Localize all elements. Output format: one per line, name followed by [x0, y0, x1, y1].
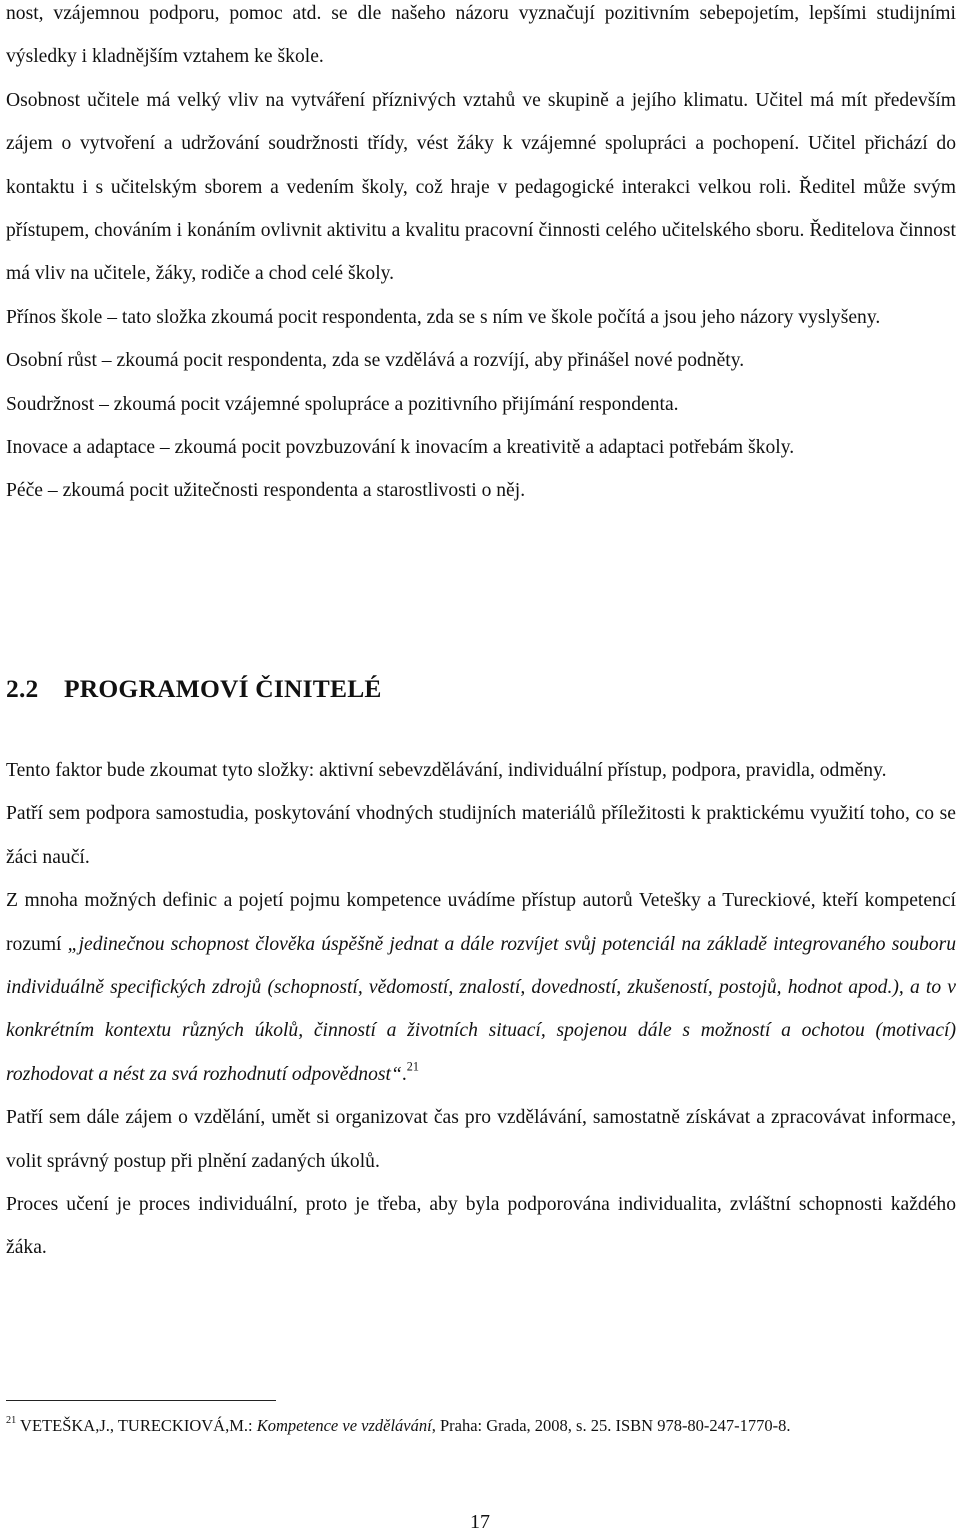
quote-tail: . [401, 1063, 407, 1085]
paragraph: Inovace a adaptace – zkoumá pocit povzbuzování k inovacím a kreativitě a adaptaci potřebám školy. [6, 437, 795, 459]
paragraph: Osobní růst – zkoumá pocit respondenta, zda se vzdělává a rozvíjí, aby přinášel nové podněty. [6, 350, 745, 372]
paragraph: Přínos škole – tato složka zkoumá pocit respondenta, zda se s ním ve škole počítá a jsou jeho názory vyslyšeny. [6, 306, 881, 328]
paragraph: Patří sem dále zájem o vzdělání, umět si organizovat čas pro vzdělávání, samostatně získávat a zpracovávat informace, volit správný postup při plnění zadaných úkolů. [6, 1107, 956, 1172]
paragraph: Tento faktor bude zkoumat tyto složky: aktivní sebevzdělávání, individuální přístup, podpora, pravidla, odměny. [6, 760, 887, 781]
paragraph: Patří sem podpora samostudia, poskytování vhodných studijních materiálů příležitosti k praktickému využití toho, co se žáci naučí. [6, 803, 956, 868]
footnote-divider [6, 1400, 276, 1401]
paragraph: Osobnost učitele má velký vliv na vytváření příznivých vztahů ve skupině a jejího klimatu. Učitel má mít především zájem o vytvoření a udržování soudržnosti třídy, vést žáky k vzájemné spolupráci a pochopení. Učitel přichází do kontaktu i s učitelským sborem a vedením školy, což hraje v pedagogické interakci velkou roli. Ředitel může svým přístupem, chováním i konáním ovlivnit aktivitu a kvalitu pracovní činnosti celého učitelského sboru. Ředitelova činnost má vliv na učitele, žáky, rodiče a chod celé školy. [6, 89, 956, 285]
body-text-section [6, 749, 956, 1270]
footnote-publication: , Praha: Grada, 2008, s. 25. ISBN 978-80-247-1770-8. [431, 1416, 791, 1435]
footnote-title: Kompetence ve vzdělávání [256, 1416, 432, 1435]
footnote [6, 1412, 946, 1439]
paragraph: nost, vzájemnou podporu, pomoc atd. se dle našeho názoru vyznačují pozitivním sebepojetím, lepšími studijními výsledky i kladnějším vztahem ke škole. [6, 3, 956, 68]
body-text-top [6, 0, 956, 513]
paragraph: Péče – zkoumá pocit užitečnosti respondenta a starostlivosti o něj. [6, 480, 526, 502]
definition-quote: „jedinečnou schopnost člověka úspěšně jednat a dále rozvíjet svůj potenciál na základě integrovaného souboru individuálně specifických zdrojů (schopností, vědomostí, znalostí, dovedností, zkušeností, postojů, hodnot apod.), a to v konkrétním kontextu různých úkolů, činností a životních situací, spojenou dále s možností a ochotou (motivací) rozhodovat a nést za svá rozhodnutí odpovědnost“ [6, 933, 956, 1085]
quote-lead-text: Z mnoha možných definic a pojetí pojmu kompetence uvádíme přístup autorů Vetešky a Tureckiové, kteří kompetencí rozumí [6, 890, 956, 955]
footnote-authors: VETEŠKA,J., TURECKIOVÁ,M.: [20, 1416, 257, 1435]
paragraph: Soudržnost – zkoumá pocit vzájemné spolupráce a pozitivního přijímání respondenta. [6, 393, 679, 415]
section-heading [6, 674, 382, 704]
paragraph: Proces učení je proces individuální, proto je třeba, aby byla podporována individualita, zvláštní schopnosti každého žáka. [6, 1194, 956, 1259]
footnote-reference[interactable]: 21 [406, 1059, 419, 1074]
page-number: 17 [470, 1511, 490, 1533]
section-number: 2.2 [6, 674, 39, 703]
section-title: PROGRAMOVÍ ČINITELÉ [64, 674, 382, 703]
footnote-number: 21 [6, 1414, 17, 1426]
quote-paragraph [6, 879, 956, 1096]
